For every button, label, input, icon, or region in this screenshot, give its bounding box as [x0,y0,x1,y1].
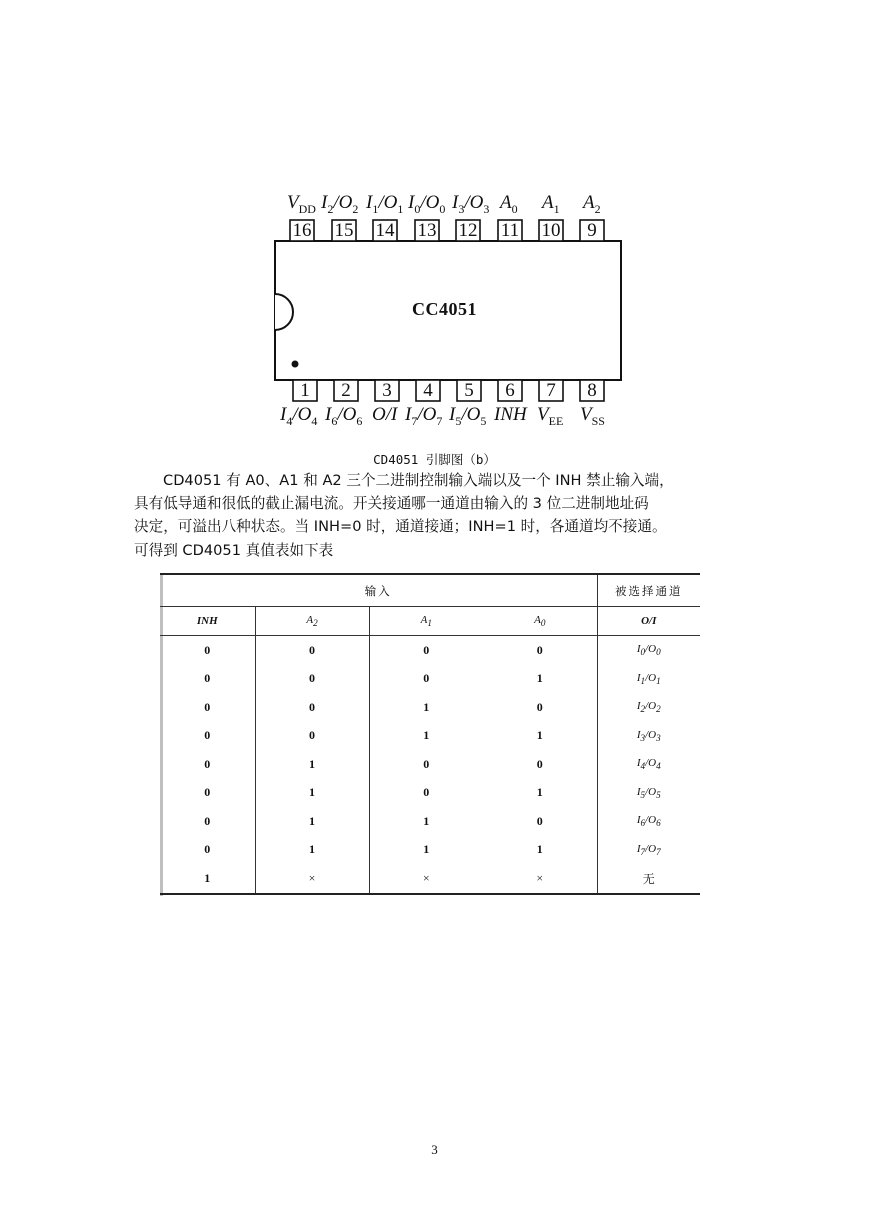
cell-a1: 1 [423,813,430,828]
page-number: 3 [431,1142,438,1157]
cell-a1: 1 [423,728,430,743]
header-input: 输入 [160,574,597,607]
cell-output: $I_4/O_4$ [636,757,661,772]
cell-a2: 0 [255,693,369,722]
cell-inh: 0 [160,750,255,779]
pin-label-a1: $A_1$ [542,192,560,216]
pin-label-a2: $A_2$ [583,192,601,216]
pin-number-5: 5 [464,380,474,401]
cell-a2: 0 [255,665,369,694]
paragraph-line: 具有低导通和很低的截止漏电流。开关接通哪一通道由输入的 3 位二进制地址码 [134,495,649,513]
pin-number-3: 3 [382,380,392,401]
cell-a2: × [255,864,369,894]
pin-number-1: 1 [300,380,310,401]
cell-a2: 1 [255,807,369,836]
cell-output: $I_1/O_1$ [636,671,661,686]
cell-inh: 0 [160,836,255,865]
cell-inh: 0 [160,665,255,694]
cell-a0: × [483,864,597,894]
pin-label-vee: $V_{EE}$ [537,404,564,428]
table-row [160,864,700,894]
pin-label-i0-o0: $I_0/O_0$ [408,192,446,216]
table-row [160,693,700,722]
pin-number-4: 4 [423,380,433,401]
cell-a1: 0 [423,756,430,771]
cell-inh: 0 [160,636,255,665]
cell-a1: 0 [423,671,430,686]
table-row [160,807,700,836]
paragraph-line: CD4051 有 A0、A1 和 A2 三个二进制控制输入端以及一个 INH 禁止输入端， [163,472,674,489]
cell-a2: 1 [255,750,369,779]
col-output: O/I [597,607,700,636]
cell-inh: 0 [160,779,255,808]
pin-label-o-i: O/I [372,404,398,425]
pin-label-inh: INH [494,404,527,425]
table-header-group [160,574,700,607]
cell-a1: 0 [423,785,430,800]
pin-number-8: 8 [587,380,597,401]
cell-a2: 1 [255,779,369,808]
col-inh: INH [160,607,255,636]
pin-label-i1-o1: $I_1/O_1$ [366,192,404,216]
cell-a0: 0 [483,636,597,665]
table-row [160,836,700,865]
paragraph-line: 决定，可溢出八种状态。当 INH=0 时，通道接通；INH=1 时，各通道均不接通。 [134,518,667,536]
pin-number-12: 12 [458,220,478,241]
cell-output: $I_5/O_5$ [636,785,661,800]
pin-number-13: 13 [417,220,437,241]
cell-inh: 0 [160,722,255,751]
cell-a2: 1 [255,836,369,865]
cell-a2: 0 [255,722,369,751]
truth-table [160,573,700,895]
pin-label-i6-o6: $I_6/O_6$ [325,404,363,428]
pin-label-vss: $V_{SS}$ [580,404,605,428]
figure-caption: CD4051 引脚图（b） [373,452,496,467]
table-row [160,779,700,808]
cell-a0: 1 [483,665,597,694]
pin-number-15: 15 [334,220,354,241]
pin-number-11: 11 [500,220,520,241]
cell-a1: 1 [423,842,430,857]
cell-a0: 1 [483,779,597,808]
pin-label-a0: $A_0$ [500,192,518,216]
pin-number-7: 7 [546,380,556,401]
cell-a0: 1 [483,836,597,865]
cell-output: $I_6/O_6$ [636,814,661,829]
cell-output: $I_2/O_2$ [636,700,661,715]
cell-a1: 0 [423,642,430,657]
cell-a0: 0 [483,693,597,722]
col-a1: $A_1$ [369,607,483,636]
pin-label-vdd: $V_{DD}$ [287,192,316,216]
header-selected-channel: 被选择通道 [597,574,700,607]
table-row [160,750,700,779]
pin-number-10: 10 [541,220,561,241]
col-a2: $A_2$ [255,607,369,636]
cell-a1: × [369,864,483,894]
table-row [160,722,700,751]
col-a0: $A_0$ [483,607,597,636]
pin-label-i3-o3: $I_3/O_3$ [452,192,490,216]
pin-number-14: 14 [375,220,395,241]
cell-a0: 1 [483,722,597,751]
pin-label-i5-o5: $I_5/O_5$ [449,404,487,428]
cell-output: $I_7/O_7$ [636,842,661,857]
pin-label-i4-o4: $I_4/O_4$ [280,404,318,428]
ic-pinout-figure [262,186,642,436]
body-paragraph [134,469,739,562]
truth-table-scan [160,573,700,896]
cell-inh: 0 [160,693,255,722]
pin-number-6: 6 [505,380,515,401]
cell-inh: 1 [160,864,255,894]
cell-output: $I_0/O_0$ [636,643,661,658]
table-row [160,665,700,694]
cell-a0: 0 [483,750,597,779]
cell-a0: 0 [483,807,597,836]
pin-label-i2-o2: $I_2/O_2$ [321,192,359,216]
table-row [160,636,700,665]
pin-number-2: 2 [341,380,351,401]
cell-output: $I_3/O_3$ [636,728,661,743]
cell-a2: 0 [255,636,369,665]
chip-name: CC4051 [412,299,477,319]
pin-number-9: 9 [587,220,597,241]
pin-label-i7-o7: $I_7/O_7$ [405,404,443,428]
cell-inh: 0 [160,807,255,836]
cell-output: 无 [597,864,700,894]
pin-number-16: 16 [292,220,312,241]
table-header-columns [160,607,700,636]
paragraph-line: 可得到 CD4051 真值表如下表 [134,541,334,559]
cell-a1: 1 [423,699,430,714]
